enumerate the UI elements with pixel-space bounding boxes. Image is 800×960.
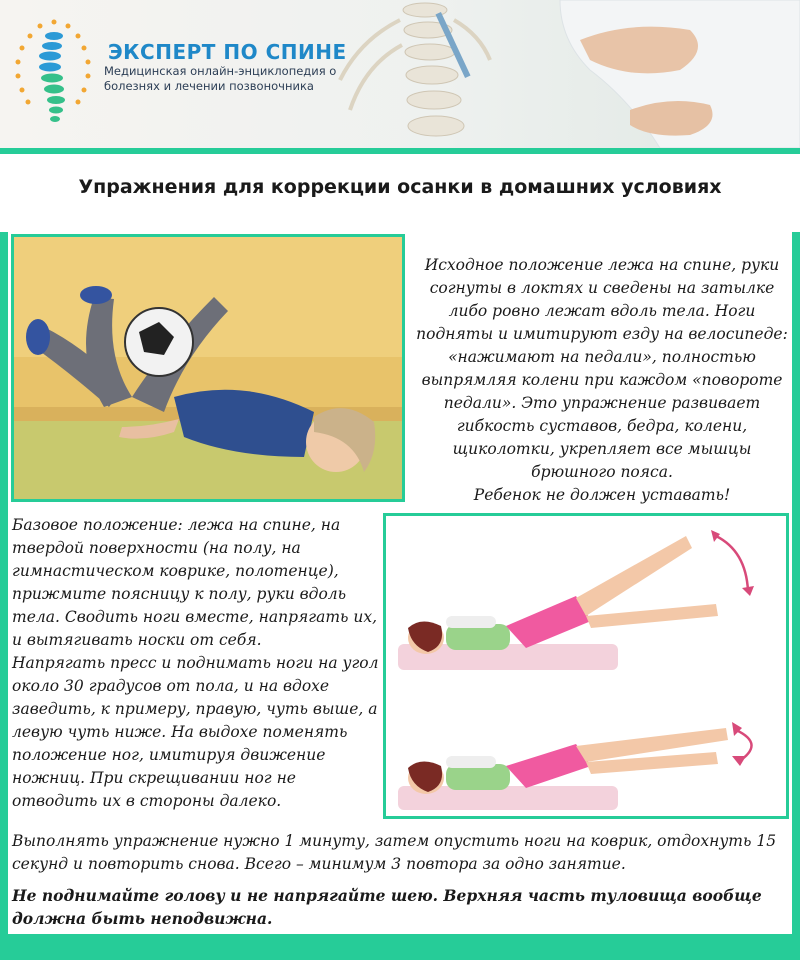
right-border	[792, 232, 800, 932]
base-text-paragraph-2: Напрягать пресс и поднимать ноги на угол около 30 градусов от пола, и на вдохе заведить, к примеру, правую, чуть выше, а левую чуть ниже. На выдохе поменять положение ног, имитируя движение ножниц. При скрещивании ног не отводить их в стороны далеко.	[12, 654, 379, 810]
spine-logo-icon	[6, 18, 102, 128]
intro-note: Ребенок не должен уставать!	[473, 486, 731, 504]
left-border	[0, 232, 8, 932]
base-text-paragraph-1: Базовое положение: лежа на спине, на твердой поверхности (на полу, на гимнастическом коврике, полотенце), прижмите поясницу к полу, руки вдоль тела. Сводить ноги вместе, напрягать их, и вытягивать носки от себя.	[12, 516, 378, 649]
header-banner	[0, 0, 800, 148]
spine-doctor-illustration	[330, 0, 800, 148]
bottom-border	[0, 934, 800, 960]
intro-text-block	[412, 254, 792, 507]
brand-subtitle: Медицинская онлайн-энциклопедия о болезнях и лечении позвоночника	[104, 64, 337, 93]
cycling-exercise-photo	[11, 234, 405, 502]
warning-text: Не поднимайте голову и не напрягайте шею. Верхняя часть туловища вообще должна быть неподвижна.	[12, 886, 762, 928]
final-text: Выполнять упражнение нужно 1 минуту, затем опустить ноги на коврик, отдохнуть 15 секунд и повторить снова. Всего – минимум 3 повтора за одно занятие.	[12, 832, 777, 873]
child-bicycle-exercise-image	[14, 237, 402, 499]
intro-text: Исходное положение лежа на спине, руки согнуты в локтях и сведены на затылке либо ровно лежат вдоль тела. Ноги подняты и имитируют езду на велосипеде: «нажимают на педали», полностью выпрямляя колени при каждом «повороте педали». Это упражнение развивает гибкость суставов, бедра, колени, щиколотки, укрепляет все мышцы брюшного пояса.	[416, 256, 788, 481]
scissors-exercise-image	[386, 516, 786, 816]
base-text-block	[12, 514, 384, 813]
brand-title[interactable]: ЭКСПЕРТ ПО СПИНЕ	[108, 40, 347, 64]
scissors-exercise-illustration	[383, 513, 789, 819]
page-title: Упражнения для коррекции осанки в домашних условиях	[78, 176, 722, 198]
